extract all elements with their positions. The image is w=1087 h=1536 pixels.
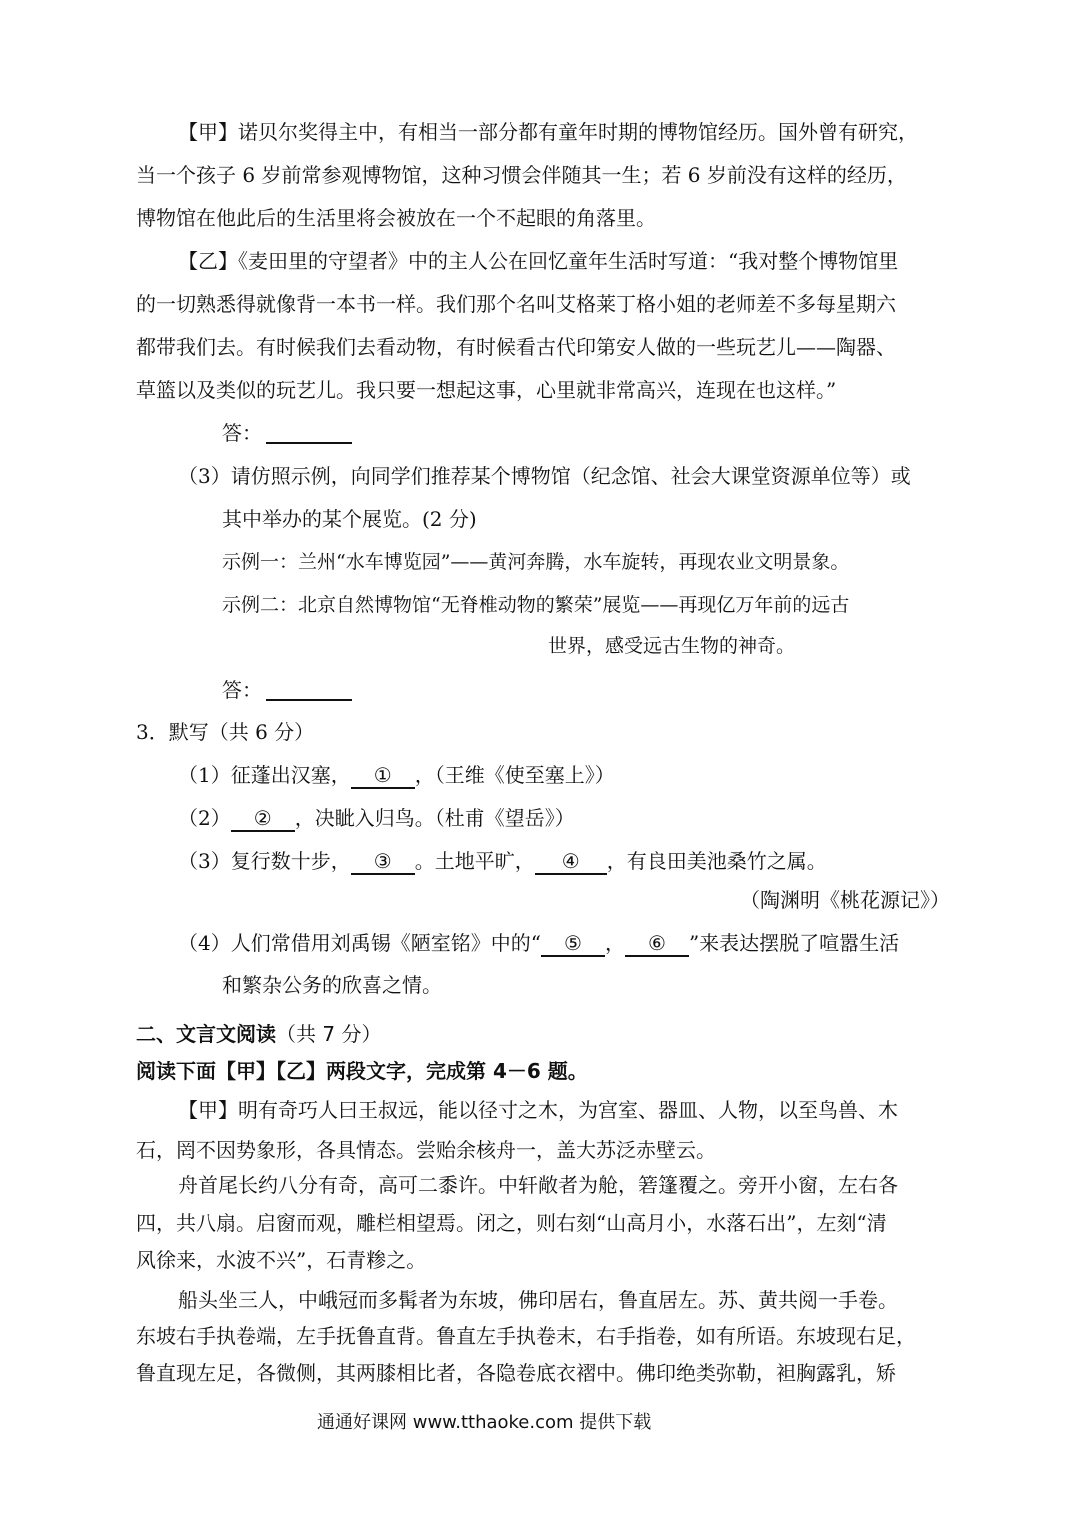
- classical-p1-line-1: 【甲】明有奇巧人曰王叔远，能以径寸之木，为宫室、器皿、人物，以至鸟兽、木: [178, 1098, 898, 1122]
- classical-p2-line-1: 舟首尾长约八分有奇，高可二黍许。中轩敞者为舱，箬篷覆之。旁开小窗，左右各: [178, 1173, 898, 1197]
- dictation-text: （3）复行数十步，: [178, 849, 351, 873]
- classical-p2-line-3: 风徐来，水波不兴”，石青糁之。: [136, 1248, 427, 1272]
- q3-example-2-line-1: 示例二：北京自然博物馆“无脊椎动物的繁荣”展览——再现亿万年前的远古: [222, 594, 850, 616]
- answer-label: 答：: [222, 421, 262, 445]
- fill-blank-4[interactable]: ④: [535, 849, 607, 875]
- dictation-text: ，有良田美池桑竹之属。: [606, 849, 827, 873]
- answer-line-2[interactable]: [222, 676, 352, 704]
- dictation-text: ，决眦入归鸟。（杜甫《望岳》）: [294, 806, 575, 830]
- section-2-title: [136, 1020, 381, 1048]
- dictation-item-4: [178, 929, 899, 957]
- dictation-text: （1）征蓬出汉塞，: [178, 763, 351, 787]
- answer-blank[interactable]: [266, 420, 352, 444]
- section-title-bold: 二、文言文阅读: [136, 1022, 276, 1046]
- section-2-instruction: 阅读下面【甲】【乙】两段文字，完成第 4－6 题。: [136, 1059, 588, 1083]
- classical-p2-line-2: 四，共八扇。启窗而观，雕栏相望焉。闭之，则右刻“山高月小，水落石出”，左刻“清: [136, 1211, 887, 1235]
- fill-blank-1[interactable]: ①: [351, 763, 415, 789]
- dictation-title: 3．默写（共 6 分）: [136, 720, 315, 744]
- dictation-text: ，: [604, 931, 625, 955]
- dictation-text: （2）: [178, 806, 231, 830]
- dictation-item-3-source: （陶渊明《桃花源记》）: [740, 888, 950, 912]
- dictation-text: 。土地平旷，: [414, 849, 535, 873]
- dictation-item-2: [178, 804, 575, 832]
- classical-p1-line-2: 石，罔不因势象形，各具情态。尝贻余核舟一，盖大苏泛赤壁云。: [136, 1138, 716, 1162]
- yi-passage-line-2: 的一切熟悉得就像背一本书一样。我们那个名叫艾格莱丁格小姐的老师差不多每星期六: [136, 292, 896, 316]
- jia-passage-line-1: 【甲】诺贝尔奖得主中，有相当一部分都有童年时期的博物馆经历。国外曾有研究，: [178, 120, 918, 144]
- dictation-text: （4）人们常借用刘禹锡《陋室铭》中的“: [178, 931, 541, 955]
- page-footer: 通通好课网 www.tthaoke.com 提供下载: [317, 1412, 652, 1433]
- yi-passage-line-4: 草篮以及类似的玩艺儿。我只要一想起这事，心里就非常高兴，连现在也这样。”: [136, 378, 837, 402]
- fill-blank-2[interactable]: ②: [231, 806, 295, 832]
- fill-blank-3[interactable]: ③: [351, 849, 415, 875]
- q3-example-1: 示例一：兰州“水车博览园”——黄河奔腾，水车旋转，再现农业文明景象。: [222, 551, 850, 573]
- answer-blank[interactable]: [266, 677, 352, 701]
- q3-example-2-line-2: 世界，感受远古生物的神奇。: [548, 635, 796, 657]
- dictation-item-4-line-2: 和繁杂公务的欣喜之情。: [222, 973, 442, 997]
- jia-passage-line-3: 博物馆在他此后的生活里将会被放在一个不起眼的角落里。: [136, 206, 656, 230]
- jia-passage-line-2: 当一个孩子 6 岁前常参观博物馆，这种习惯会伴随其一生；若 6 岁前没有这样的经历，: [136, 163, 907, 187]
- dictation-item-3: [178, 847, 827, 875]
- answer-label: 答：: [222, 678, 262, 702]
- classical-p3-line-1: 船头坐三人，中峨冠而多髯者为东坡，佛印居右，鲁直居左。苏、黄共阅一手卷。: [178, 1288, 898, 1312]
- classical-p3-line-2: 东坡右手执卷端，左手抚鲁直背。鲁直左手执卷末，右手指卷，如有所语。东坡现右足，: [136, 1324, 916, 1348]
- yi-passage-line-3: 都带我们去。有时候我们去看动物，有时候看古代印第安人做的一些玩艺儿——陶器、: [136, 335, 896, 359]
- q3-line-1: （3）请仿照示例，向同学们推荐某个博物馆（纪念馆、社会大课堂资源单位等）或: [178, 464, 911, 488]
- dictation-item-1: [178, 761, 615, 789]
- classical-p3-line-3: 鲁直现左足，各微侧，其两膝相比者，各隐卷底衣褶中。佛印绝类弥勒，袒胸露乳，矫: [136, 1361, 896, 1385]
- yi-passage-line-1: 【乙】《麦田里的守望者》中的主人公在回忆童年生活时写道：“我对整个博物馆里: [178, 249, 899, 273]
- section-title-score: （共 7 分）: [276, 1022, 382, 1046]
- q3-line-2: 其中举办的某个展览。(2 分): [222, 507, 477, 531]
- dictation-text: ，（王维《使至塞上》）: [414, 763, 615, 787]
- fill-blank-5[interactable]: ⑤: [541, 931, 605, 957]
- answer-line-1[interactable]: [222, 419, 352, 447]
- fill-blank-6[interactable]: ⑥: [625, 931, 689, 957]
- dictation-text: ”来表达摆脱了喧嚣生活: [688, 931, 900, 955]
